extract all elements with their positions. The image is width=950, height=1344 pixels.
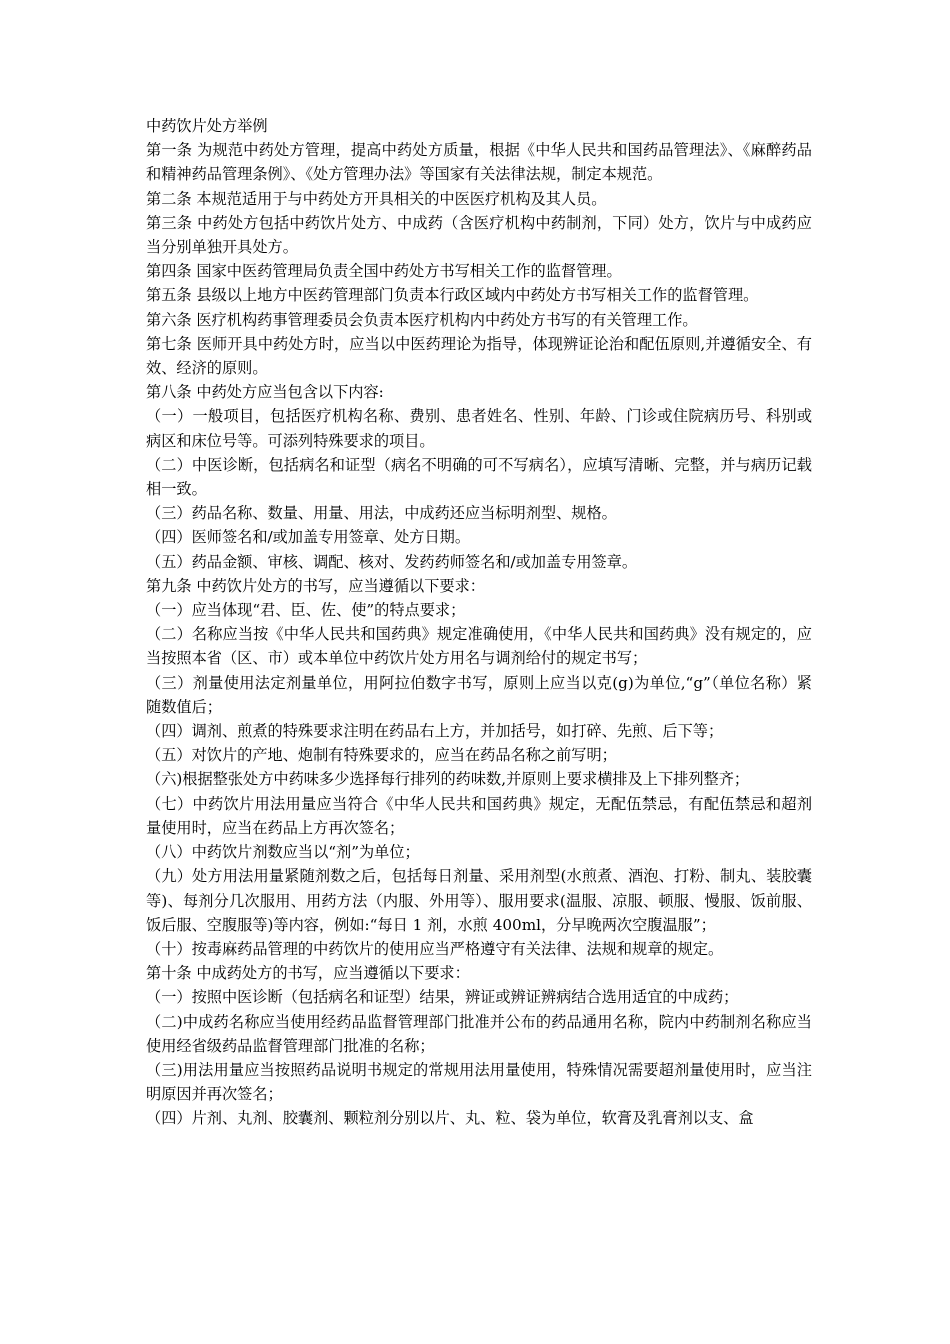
- paragraph: （七）中药饮片用法用量应当符合《中华人民共和国药典》规定，无配伍禁忌，有配伍禁忌和超剂量使用时，应当在药品上方再次签名；: [146, 794, 812, 837]
- paragraph: （六)根据整张处方中药味多少选择每行排列的药味数,并原则上要求横排及上下排列整齐；: [146, 770, 750, 789]
- paragraph: 第四条 国家中医药管理局负责全国中药处方书写相关工作的监督管理。: [146, 262, 622, 281]
- document-body: [146, 114, 812, 1131]
- paragraph: 第五条 县级以上地方中医药管理部门负责本行政区域内中药处方书写相关工作的监督管理。: [146, 286, 759, 305]
- paragraph: （十）按毒麻药品管理的中药饮片的使用应当严格遵守有关法律、法规和规章的规定。: [146, 939, 724, 958]
- paragraph: （五）对饮片的产地、炮制有特殊要求的，应当在药品名称之前写明；: [146, 746, 617, 765]
- paragraph: 第六条 医疗机构药事管理委员会负责本医疗机构内中药处方书写的有关管理工作。: [146, 310, 698, 329]
- paragraph: 第一条 为规范中药处方管理，提高中药处方质量，根据《中华人民共和国药品管理法》、《麻醉药品和精神药品管理条例》、《处方管理办法》等国家有关法律法规，制定本规范。: [146, 141, 812, 184]
- paragraph: （八）中药饮片剂数应当以“剂”为单位；: [146, 843, 420, 862]
- paragraph: （二）名称应当按《中华人民共和国药典》规定准确使用，《中华人民共和国药典》没有规定的，应当按照本省（区、市）或本单位中药饮片处方用名与调剂给付的规定书写；: [146, 625, 812, 668]
- paragraph: 第十条 中成药处方的书写，应当遵循以下要求：: [146, 964, 470, 983]
- paragraph: （四）调剂、煎煮的特殊要求注明在药品右上方，并加括号，如打碎、先煎、后下等；: [146, 722, 724, 741]
- paragraph: 第二条 本规范适用于与中药处方开具相关的中医医疗机构及其人员。: [146, 189, 607, 208]
- paragraph: （三）药品名称、数量、用量、用法，中成药还应当标明剂型、规格。: [146, 504, 617, 523]
- paragraph: 第七条 医师开具中药处方时，应当以中医药理论为指导，体现辨证论治和配伍原则,并遵循安全、有效、经济的原则。: [146, 334, 812, 378]
- paragraph: （五）药品金额、审核、调配、核对、发药药师签名和/或加盖专用签章。: [146, 552, 638, 571]
- document-title: 中药饮片处方举例: [146, 117, 268, 135]
- paragraph: （三)用法用量应当按照药品说明书规定的常规用法用量使用，特殊情况需要超剂量使用时，应当注明原因并再次签名；: [146, 1060, 812, 1104]
- paragraph: 第九条 中药饮片处方的书写，应当遵循以下要求：: [146, 576, 485, 595]
- paragraph: （四）片剂、丸剂、胶囊剂、颗粒剂分别以片、丸、粒、袋为单位，软膏及乳膏剂以支、盒: [146, 1109, 754, 1128]
- paragraph: （三）剂量使用法定剂量单位，用阿拉伯数字书写，原则上应当以克(g)为单位,“g”（单位名称）紧随数值后；: [146, 673, 812, 716]
- paragraph: （九）处方用法用量紧随剂数之后，包括每日剂量、采用剂型(水煎煮、酒泡、打粉、制丸、装胶囊等)、每剂分几次服用、用药方法（内服、外用等）、服用要求(温服、凉服、顿服、慢服、饭前服、饭后服、空腹服等)等内容，例如:“每日 1 剂，水煎 400ml，分早晚两次空腹温服”；: [146, 867, 812, 934]
- paragraph: （二）中医诊断，包括病名和证型（病名不明确的可不写病名），应填写清晰、完整，并与病历记载相一致。: [146, 455, 812, 499]
- paragraph: （一）按照中医诊断（包括病名和证型）结果，辨证或辨证辨病结合选用适宜的中成药；: [146, 988, 739, 1007]
- paragraph: 第八条 中药处方应当包含以下内容:: [146, 383, 384, 402]
- paragraph: （一）一般项目，包括医疗机构名称、费别、患者姓名、性别、年龄、门诊或住院病历号、科别或病区和床位号等。可添列特殊要求的项目。: [146, 407, 812, 450]
- paragraph: （二)中成药名称应当使用经药品监督管理部门批准并公布的药品通用名称，院内中药制剂名称应当使用经省级药品监督管理部门批准的名称；: [146, 1012, 812, 1055]
- paragraph: （四）医师签名和/或加盖专用签章、处方日期。: [146, 528, 471, 547]
- paragraph: （一）应当体现“君、臣、佐、使”的特点要求；: [146, 601, 466, 620]
- paragraph: 第三条 中药处方包括中药饮片处方、中成药（含医疗机构中药制剂，下同）处方，饮片与中成药应当分别单独开具处方。: [146, 213, 812, 257]
